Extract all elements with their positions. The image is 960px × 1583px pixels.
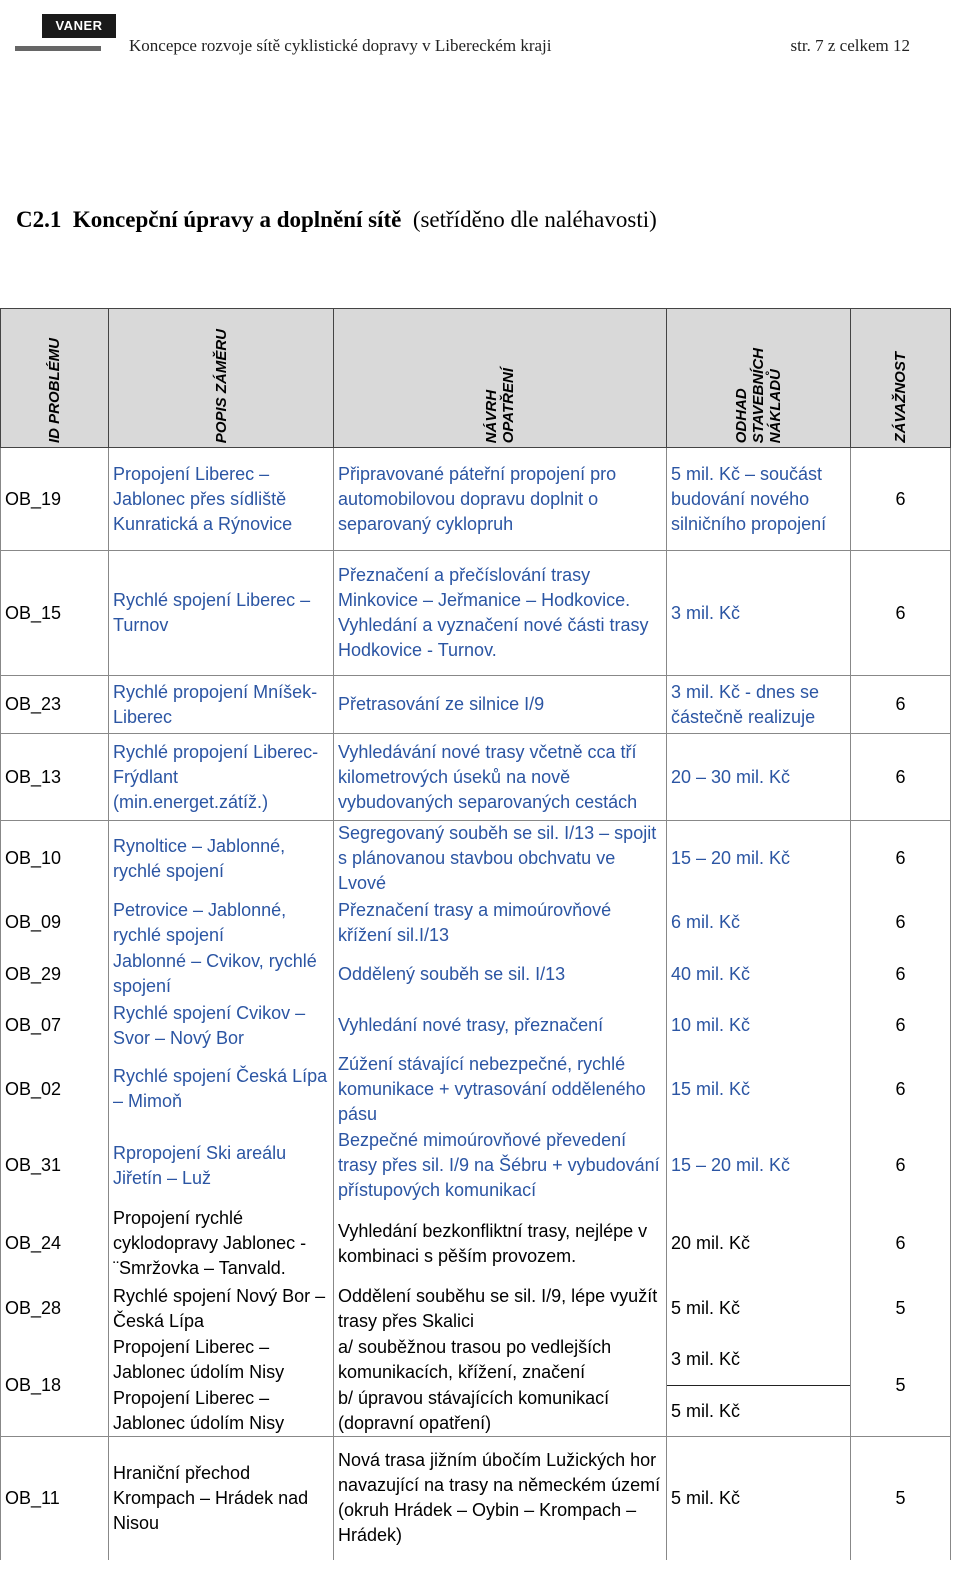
cell-zavaznost: 6: [851, 1052, 951, 1127]
cell-navrh: Oddělení souběhu se sil. I/9, lépe využít trasy přes Skalici: [334, 1283, 667, 1335]
cell-id: OB_29: [1, 949, 109, 1000]
cell-zavaznost: 6: [851, 551, 951, 676]
cell-popis: Rychlé propojení Liberec-Frýdlant (min.energet.zátíž.): [109, 734, 334, 821]
cell-navrh: b/ úpravou stávajících komunikací (dopravní opatření): [334, 1386, 667, 1437]
cell-naklady: 5 mil. Kč: [667, 1437, 851, 1560]
table-row: [1, 1205, 951, 1283]
header-id: ID PROBLÉMU: [1, 309, 109, 448]
cell-id: OB_24: [1, 1205, 109, 1283]
cell-naklady: 3 mil. Kč: [667, 1335, 851, 1386]
cell-naklady: 6 mil. Kč: [667, 897, 851, 949]
table-row: [1, 734, 951, 821]
section-note: (setříděno dle naléhavosti): [412, 207, 657, 232]
cell-zavaznost: 6: [851, 897, 951, 949]
cell-zavaznost: 6: [851, 734, 951, 821]
cell-popis: Propojení rychlé cyklodopravy Jablonec - ¨Smržovka – Tanvald.: [109, 1205, 334, 1283]
table-row: [1, 1127, 951, 1205]
cell-id: OB_09: [1, 897, 109, 949]
cell-navrh: Přetrasování ze silnice I/9: [334, 676, 667, 734]
cell-zavaznost: 6: [851, 1205, 951, 1283]
cell-naklady: 20 – 30 mil. Kč: [667, 734, 851, 821]
table-row: [1, 897, 951, 949]
cell-naklady: 3 mil. Kč: [667, 551, 851, 676]
cell-popis: Rychlé spojení Cvikov – Svor – Nový Bor: [109, 1000, 334, 1052]
cell-naklady: 20 mil. Kč: [667, 1205, 851, 1283]
cell-navrh: Přeznačení a přečíslování trasy Minkovice – Jeřmanice – Hodkovice. Vyhledání a vyznačení nové části trasy Hodkovice - Turnov.: [334, 551, 667, 676]
cell-navrh: Přeznačení trasy a mimoúrovňové křížení sil.I/13: [334, 897, 667, 949]
cell-zavaznost: 6: [851, 1127, 951, 1205]
cell-popis: Rychlé spojení Liberec – Turnov: [109, 551, 334, 676]
header-navrh: NÁVRH OPATŘENÍ: [334, 309, 667, 448]
cell-id: OB_23: [1, 676, 109, 734]
cell-id: OB_19: [1, 448, 109, 551]
cell-popis: Rychlé propojení Mníšek-Liberec: [109, 676, 334, 734]
page-number: str. 7 z celkem 12: [790, 36, 910, 55]
cell-zavaznost: 5: [851, 1335, 951, 1437]
measures-table: [0, 308, 951, 1560]
cell-naklady: 15 – 20 mil. Kč: [667, 1127, 851, 1205]
cell-zavaznost: 5: [851, 1283, 951, 1335]
cell-zavaznost: 6: [851, 1000, 951, 1052]
cell-zavaznost: 6: [851, 676, 951, 734]
table-row: [1, 949, 951, 1000]
cell-zavaznost: 6: [851, 949, 951, 1000]
table-row: [1, 1052, 951, 1127]
cell-id: OB_31: [1, 1127, 109, 1205]
header-naklady: ODHAD STAVEBNÍCH NÁKLADŮ: [667, 309, 851, 448]
cell-naklady: 15 – 20 mil. Kč: [667, 821, 851, 897]
cell-popis: Rychlé spojení Česká Lípa – Mimoň: [109, 1052, 334, 1127]
header-popis: POPIS ZÁMĚRU: [109, 309, 334, 448]
cell-zavaznost: 5: [851, 1437, 951, 1560]
logo-underline: [15, 46, 101, 51]
table-row: [1, 1000, 951, 1052]
cell-zavaznost: 6: [851, 821, 951, 897]
cell-popis: Hraniční přechod Krompach – Hrádek nad Nisou: [109, 1437, 334, 1560]
cell-navrh: Zúžení stávající nebezpečné, rychlé komunikace + vytrasování odděleného pásu: [334, 1052, 667, 1127]
section-heading: [16, 207, 657, 233]
cell-navrh: Oddělený souběh se sil. I/13: [334, 949, 667, 1000]
cell-naklady: 5 mil. Kč – součást budování nového silničního propojení: [667, 448, 851, 551]
cell-navrh: a/ souběžnou trasou po vedlejších komunikacích, křížení, značení: [334, 1335, 667, 1386]
table-row: [1, 676, 951, 734]
table-row: [1, 551, 951, 676]
cell-popis: Propojení Liberec – Jablonec údolím Nisy: [109, 1386, 334, 1437]
cell-navrh: Vyhledávání nové trasy včetně cca tří kilometrových úseků na nově vybudovaných separovaných cestách: [334, 734, 667, 821]
cell-naklady: 15 mil. Kč: [667, 1052, 851, 1127]
cell-zavaznost: 6: [851, 448, 951, 551]
vaner-logo: [15, 10, 101, 52]
cell-id: OB_28: [1, 1283, 109, 1335]
cell-popis: Petrovice – Jablonné, rychlé spojení: [109, 897, 334, 949]
cell-naklady: 5 mil. Kč: [667, 1386, 851, 1437]
cell-popis: Rychlé spojení Nový Bor – Česká Lípa: [109, 1283, 334, 1335]
header-zavaznost: ZÁVAŽNOST: [851, 309, 951, 448]
cell-navrh: Vyhledání nové trasy, přeznačení: [334, 1000, 667, 1052]
document-title: Koncepce rozvoje sítě cyklistické dopravy v Libereckém kraji: [129, 36, 552, 55]
cell-id: OB_02: [1, 1052, 109, 1127]
cell-id: OB_13: [1, 734, 109, 821]
section-title-bold: Koncepční úpravy a doplnění sítě: [72, 207, 402, 232]
table-row: [1, 448, 951, 551]
table-row: [1, 1335, 951, 1386]
cell-naklady: 10 mil. Kč: [667, 1000, 851, 1052]
logo-text: VANER: [42, 14, 116, 38]
cell-navrh: Bezpečné mimoúrovňové převedení trasy přes sil. I/9 na Šébru + vybudování přístupových komunikací: [334, 1127, 667, 1205]
table-row: [1, 821, 951, 897]
table-row: [1, 1386, 951, 1437]
cell-navrh: Vyhledání bezkonfliktní trasy, nejlépe v kombinaci s pěším provozem.: [334, 1205, 667, 1283]
cell-naklady: 40 mil. Kč: [667, 949, 851, 1000]
cell-navrh: Připravované páteřní propojení pro automobilovou dopravu doplnit o separovaný cyklopruh: [334, 448, 667, 551]
cell-id: OB_18: [1, 1335, 109, 1437]
cell-popis: Jablonné – Cvikov, rychlé spojení: [109, 949, 334, 1000]
page-header: [0, 0, 960, 80]
cell-popis: Propojení Liberec – Jablonec údolím Nisy: [109, 1335, 334, 1386]
cell-id: OB_11: [1, 1437, 109, 1560]
cell-id: OB_10: [1, 821, 109, 897]
cell-navrh: Segregovaný souběh se sil. I/13 – spojit s plánovanou stavbou obchvatu ve Lvové: [334, 821, 667, 897]
cell-popis: Propojení Liberec – Jablonec přes sídliště Kunratická a Rýnovice: [109, 448, 334, 551]
cell-id: OB_07: [1, 1000, 109, 1052]
cell-naklady: 5 mil. Kč: [667, 1283, 851, 1335]
section-number: C2.1: [16, 207, 62, 232]
table-header-row: [1, 309, 951, 448]
cell-naklady: 3 mil. Kč - dnes se částečně realizuje: [667, 676, 851, 734]
table-row: [1, 1283, 951, 1335]
cell-navrh: Nová trasa jižním úbočím Lužických hor navazující na trasy na německém území (okruh Hrádek – Oybin – Krompach – Hrádek): [334, 1437, 667, 1560]
table-row: [1, 1437, 951, 1560]
cell-popis: Rpropojení Ski areálu Jiřetín – Luž: [109, 1127, 334, 1205]
cell-popis: Rynoltice – Jablonné, rychlé spojení: [109, 821, 334, 897]
cell-id: OB_15: [1, 551, 109, 676]
